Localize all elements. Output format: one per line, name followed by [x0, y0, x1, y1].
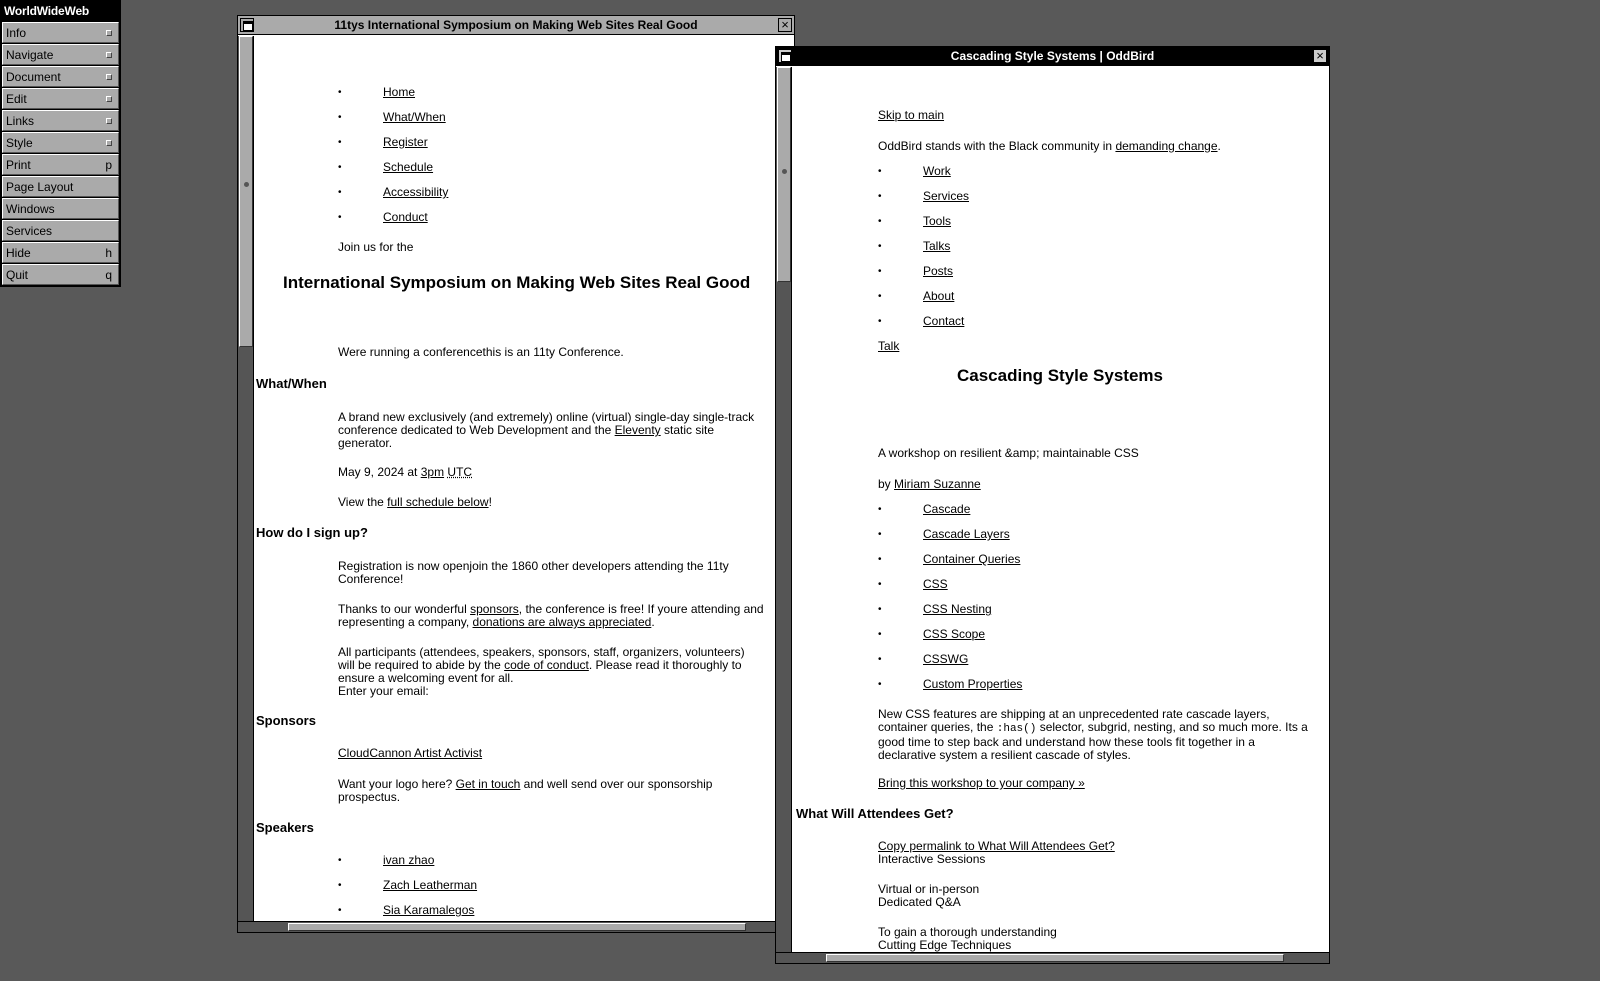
date-line — [338, 466, 472, 479]
text-span: Thanks to our wonderful — [338, 602, 471, 616]
menu-item-label: Page Layout — [6, 180, 74, 194]
features-block — [878, 883, 979, 909]
feature-text: Interactive Sessions — [878, 852, 986, 866]
bring-workshop-row — [878, 777, 1085, 790]
text-line: generator. — [338, 436, 393, 450]
nav-link-what-when[interactable]: What/When — [383, 110, 446, 124]
menu-item-label: Info — [6, 26, 27, 40]
sponsor-item — [338, 747, 482, 760]
horizontal-scroll-thumb[interactable] — [288, 923, 746, 931]
page-heading: Cascading Style Systems — [957, 366, 1163, 385]
skip-link-row — [878, 109, 944, 122]
talk-link[interactable]: Talk — [878, 339, 900, 353]
nav-link-work[interactable]: Work — [923, 164, 951, 178]
scroll-thumb[interactable] — [239, 36, 253, 347]
view-schedule-line — [338, 496, 492, 509]
tag-link[interactable]: Cascade — [923, 502, 971, 516]
eleventy-link[interactable]: Eleventy — [614, 423, 661, 437]
text-line: declarative system a resilient cascade of styles. — [878, 748, 1131, 762]
text-span: representing a company, — [338, 615, 473, 629]
nav-link-conduct[interactable]: Conduct — [383, 210, 428, 224]
intro-text: Were running a conferencethis is an 11ty Conference. — [338, 345, 624, 359]
scroll-knob-icon — [782, 169, 787, 174]
menu-item-label: Services — [6, 224, 53, 238]
nav-link-accessibility[interactable]: Accessibility — [383, 185, 449, 199]
get-in-touch-link[interactable]: Get in touch — [455, 777, 521, 791]
text-line: New CSS features are shipping at an unprecedented rate cascade layers, — [878, 707, 1270, 721]
menu-item-label: Links — [6, 114, 35, 128]
menu-item-label: Hide — [6, 246, 31, 260]
menu-item-label: Style — [6, 136, 33, 150]
text-span: by — [878, 477, 895, 491]
submenu-arrow-icon — [106, 52, 112, 58]
sponsor-link[interactable]: CloudCannon Artist Activist — [338, 746, 483, 760]
logo-paragraph — [338, 778, 712, 804]
text-span: . — [1217, 139, 1221, 153]
vertical-scrollbar[interactable] — [776, 67, 792, 952]
bring-workshop-link[interactable]: Bring this workshop to your company » — [878, 776, 1085, 790]
features-block — [878, 926, 1057, 952]
feature-text: To gain a thorough understanding — [878, 925, 1057, 939]
menu-item-label: Windows — [6, 202, 55, 216]
horizontal-scrollbar[interactable] — [238, 921, 794, 932]
submenu-arrow-icon — [106, 96, 112, 102]
text-span: . — [651, 615, 655, 629]
vertical-scrollbar[interactable] — [238, 36, 254, 921]
menu-item-hide[interactable] — [2, 242, 119, 263]
document-content: Skip to main OddBird stands with the Black community in demanding change. • Work • Services • Tools • Talks • Posts • About • Contact Talk Cascading Style Systems A workshop on resilient &amp; maintainable CSS by Miriam Suzanne • Cascade • Cascade Layers • Container Queries • CSS • CSS Nesting • CSS Scope • CSSWG • Custom Properties New CSS features are shipping at an unprecedented rate cascade layers, container queries, the :has() selector, subgrid, nesting, and so much more. Its a good time to step back and understand how these tools fit together in a declarative system a resilient cascade of styles. Bring this workshop to your company » What Will Attendees Get? Copy permalink to What Will Attendees Get? Interactive Sessions Virtual or in-person Dedicated Q&A To gain a thorough understanding Cutting Edge Techniques — [793, 67, 1329, 952]
menu-item-label: Quit — [6, 268, 29, 282]
window-title: 11tys International Symposium on Making Web Sites Real Good — [334, 18, 698, 32]
what-when-paragraph — [338, 411, 794, 450]
window-title: Cascading Style Systems | OddBird — [950, 49, 1155, 63]
tag-link[interactable]: Custom Properties — [923, 677, 1023, 691]
text-span: May 9, 2024 at — [338, 465, 421, 479]
horizontal-scroll-thumb[interactable] — [826, 954, 1284, 962]
speaker-link[interactable]: Sia Karamalegos — [383, 903, 475, 917]
menu-item-label: Print — [6, 158, 31, 172]
text-span: OddBird stands with the Black community in — [878, 139, 1116, 153]
menu-item-document[interactable] — [2, 66, 119, 87]
text-span: and well send over our sponsorship — [520, 777, 713, 791]
demanding-change-link[interactable]: demanding change — [1115, 139, 1218, 153]
join-text: Join us for the — [338, 240, 414, 254]
menu-item-style[interactable] — [2, 132, 119, 153]
text-span: ! — [488, 495, 492, 509]
text-line: Registration is now openjoin the 1860 other developers attending the 11ty — [338, 559, 729, 573]
text-line: ensure a welcoming event for all. — [338, 671, 514, 685]
menu-item-edit[interactable] — [2, 88, 119, 109]
nav-link-contact[interactable]: Contact — [923, 314, 965, 328]
text-line — [878, 721, 1308, 736]
scroll-knob-icon — [244, 182, 249, 187]
full-schedule-link[interactable]: full schedule below — [387, 495, 489, 509]
speaker-link[interactable]: ivan zhao — [383, 853, 435, 867]
nav-link-tools[interactable]: Tools — [923, 214, 952, 228]
registration-paragraph — [338, 560, 729, 586]
tag-link[interactable]: Cascade Layers — [923, 527, 1010, 541]
submenu-arrow-icon — [106, 140, 112, 146]
menu-item-label: Edit — [6, 92, 27, 106]
horizontal-scrollbar[interactable] — [776, 952, 1329, 963]
close-button[interactable]: × — [778, 18, 792, 32]
code-of-conduct-link[interactable]: code of conduct — [504, 658, 589, 672]
community-statement — [878, 140, 1221, 153]
participants-paragraph — [338, 646, 745, 698]
menu-item-info[interactable] — [2, 22, 119, 43]
feature-text: Cutting Edge Techniques — [878, 938, 1012, 952]
text-line: prospectus. — [338, 790, 401, 804]
window-titlebar[interactable] — [238, 16, 794, 35]
text-line: Conference! — [338, 572, 404, 586]
menu-item-label: Navigate — [6, 48, 54, 62]
menu-title: WorldWideWeb — [1, 1, 120, 21]
section-heading-speakers: Speakers — [256, 820, 314, 835]
nav-link-schedule[interactable]: Schedule — [383, 160, 434, 174]
text-line: A brand new exclusively (and extremely) online (virtual) single-day single-track — [338, 410, 755, 424]
menu-item-navigate[interactable] — [2, 44, 119, 65]
menu-item-links[interactable] — [2, 110, 119, 131]
main-menu — [0, 0, 121, 287]
nav-link-posts[interactable]: Posts — [923, 264, 954, 278]
section-heading-attendees: What Will Attendees Get? — [796, 806, 954, 821]
skip-to-main-link[interactable]: Skip to main — [878, 108, 945, 122]
browser-window-oddbird — [775, 46, 1330, 964]
nav-link-home[interactable]: Home — [383, 85, 416, 99]
email-prompt: Enter your email: — [338, 684, 429, 698]
sponsors-link[interactable]: sponsors — [470, 602, 519, 616]
text-line: good time to step back and understand how these tools fit together in a — [878, 735, 1255, 749]
speaker-link[interactable]: Zach Leatherman — [383, 878, 478, 892]
section-heading-what-when: What/When — [256, 376, 327, 391]
nav-link-register[interactable]: Register — [383, 135, 428, 149]
section-heading-sponsors: Sponsors — [256, 713, 316, 728]
shortcut-key: q — [105, 268, 112, 282]
submenu-arrow-icon — [106, 74, 112, 80]
menu-item-services[interactable] — [2, 220, 119, 241]
submenu-arrow-icon — [106, 30, 112, 36]
shortcut-key: h — [105, 246, 112, 260]
text-span: . Please read it thoroughly to — [588, 658, 742, 672]
code-has: :has() — [996, 723, 1037, 735]
text-line — [338, 424, 794, 437]
text-span: container queries, the — [878, 720, 997, 734]
window-titlebar[interactable] — [776, 47, 1329, 66]
talk-row — [878, 340, 899, 353]
shortcut-key: p — [105, 158, 112, 172]
nav-link-talks[interactable]: Talks — [923, 239, 951, 253]
time-link[interactable]: 3pm — [420, 465, 445, 479]
text-span: , the conference is free! If youre attending and — [518, 602, 764, 616]
menu-item-label: Document — [6, 70, 61, 84]
miniaturize-button[interactable] — [778, 49, 792, 63]
timezone-abbr: UTC — [447, 465, 473, 479]
text-span: static site — [660, 423, 715, 437]
feature-text: Virtual or in-person — [878, 882, 980, 896]
text-span: Want your logo here? — [338, 777, 456, 791]
thanks-paragraph — [338, 603, 764, 629]
tag-link[interactable]: CSS — [923, 577, 948, 591]
menu-item-windows[interactable] — [2, 198, 119, 219]
nav-link-about[interactable]: About — [923, 289, 955, 303]
miniaturize-button[interactable] — [240, 18, 254, 32]
text-line: All participants (attendees, speakers, sponsors, staff, organizers, volunteers) — [338, 645, 745, 659]
nav-link-services[interactable]: Services — [923, 189, 970, 203]
text-span: will be required to abide by the — [338, 658, 505, 672]
menu-item-print[interactable] — [2, 154, 119, 175]
section-heading-sign-up: How do I sign up? — [256, 525, 368, 540]
subtitle-text: A workshop on resilient &amp; maintainable CSS — [878, 446, 1139, 460]
byline — [878, 478, 981, 491]
page-heading: International Symposium on Making Web Sites Real Good — [283, 273, 751, 292]
document-content: • Home • What/When • Register • Schedule • Accessibility • Conduct Join us for the International Symposium on Making Web Sites Real Good Were running a conferencethis is an 11ty Conference. What/When A brand new exclusively (and extremely) online (virtual) single-day single-track conference dedicated to Web Development and the Eleventy static site generator. May 9, 2024 at 3pm UTC View the full schedule below! How do I sign up? Registration is now openjoin the 1860 other developers attending the 11ty Conference! Thanks to our wonderful sponsors, the conference is free! If youre attending and representing a company, donations are always appreciated. All participants (attendees, speakers, sponsors, staff, organizers, volunteers) will be required to abide by the code of conduct. Please read it thoroughly to ensure a welcoming event for all. Enter your email: Sponsors CloudCannon Artist Activist Want your logo here? Get in touch and well send over our sponsorship prospectus. Speakers • ivan zhao • Zach Leatherman • Sia Karamalegos — [255, 36, 794, 921]
description-paragraph — [878, 708, 1308, 762]
tag-link[interactable]: CSSWG — [923, 652, 969, 666]
author-link[interactable]: Miriam Suzanne — [894, 477, 981, 491]
menu-item-page-layout[interactable] — [2, 176, 119, 197]
feature-text: Dedicated Q&A — [878, 895, 961, 909]
tag-link[interactable]: CSS Scope — [923, 627, 986, 641]
features-block — [878, 840, 1115, 866]
text-span: conference dedicated to Web Development and the — [338, 423, 615, 437]
tag-link[interactable]: Container Queries — [923, 552, 1021, 566]
browser-window-11ty — [237, 15, 795, 933]
text-span: selector, subgrid, nesting, and so much more. Its a — [1036, 720, 1308, 734]
donations-link[interactable]: donations are always appreciated — [472, 615, 652, 629]
permalink-link[interactable]: Copy permalink to What Will Attendees Get? — [878, 839, 1115, 853]
text-line — [338, 616, 764, 629]
tag-link[interactable]: CSS Nesting — [923, 602, 992, 616]
scroll-thumb[interactable] — [777, 67, 791, 282]
close-button[interactable]: × — [1313, 49, 1327, 63]
menu-item-quit[interactable] — [2, 264, 119, 285]
submenu-arrow-icon — [106, 118, 112, 124]
text-span: View the — [338, 495, 388, 509]
